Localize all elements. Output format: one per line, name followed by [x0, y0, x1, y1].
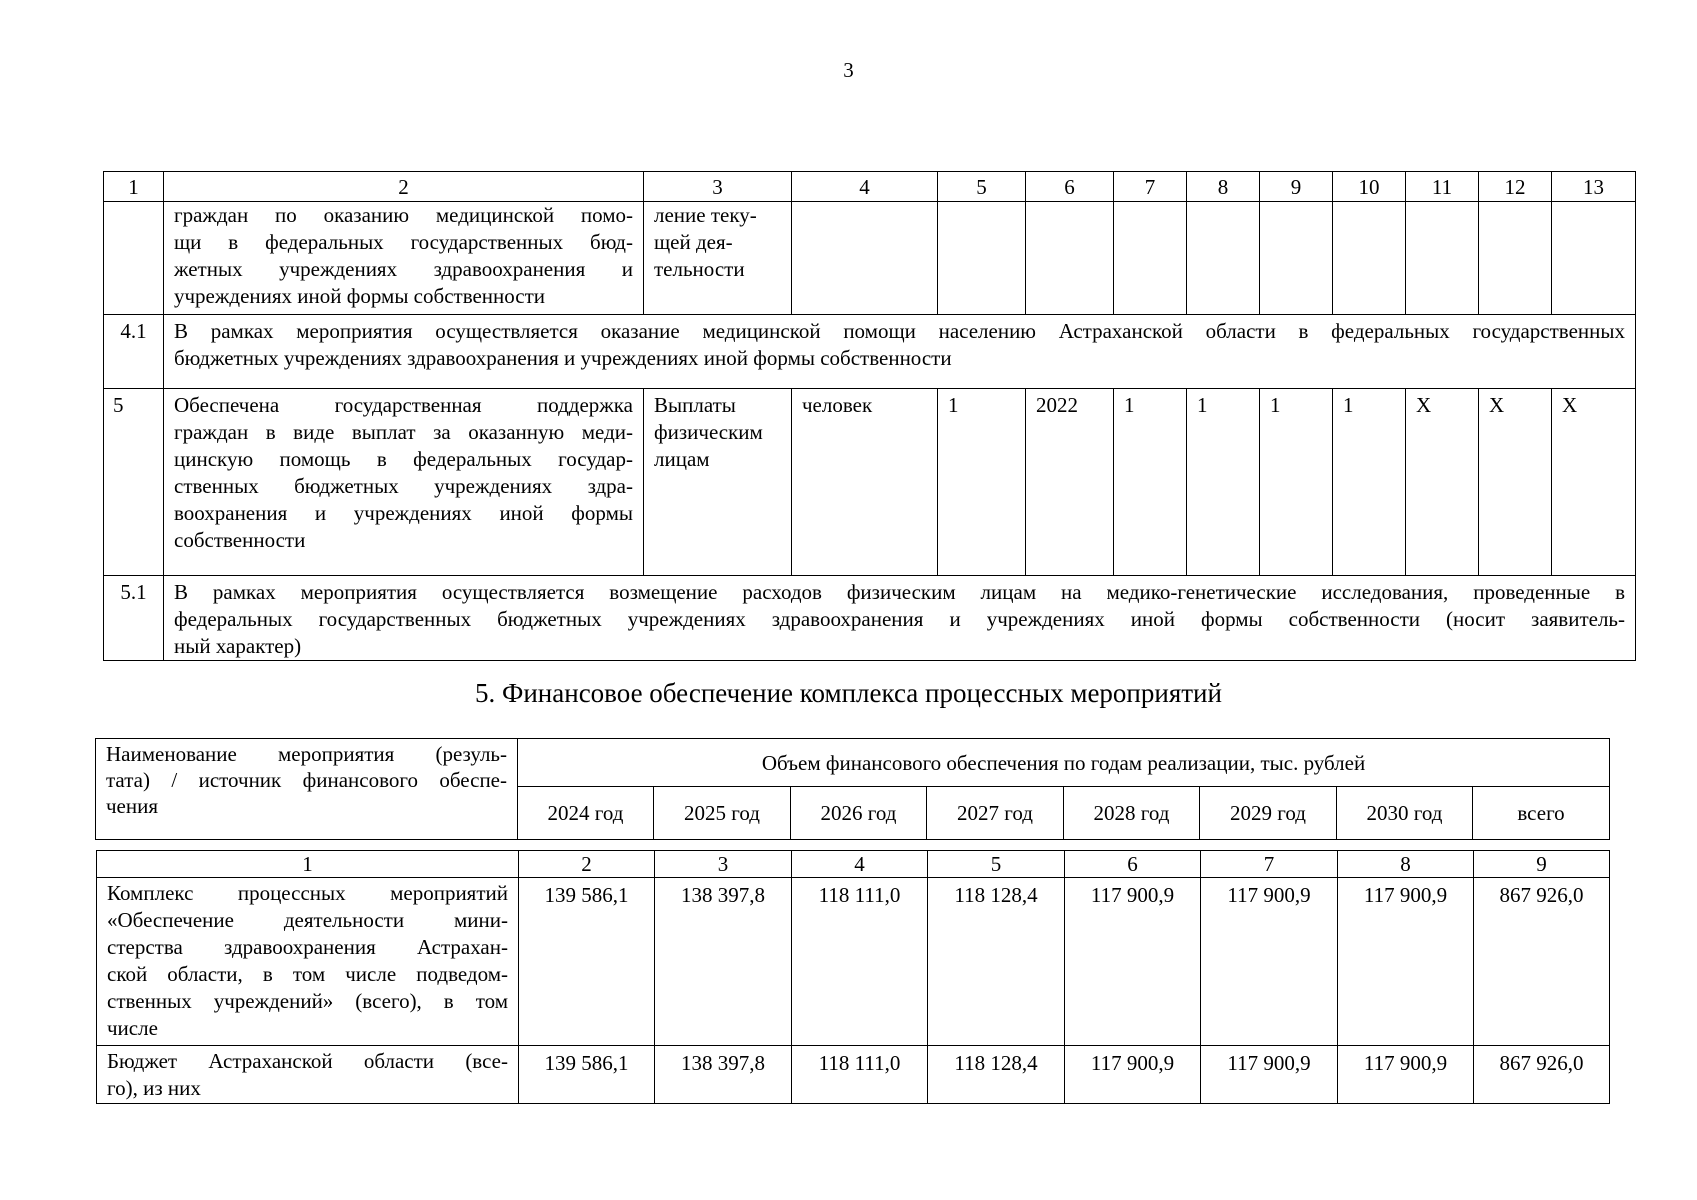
amount-cell: 118 128,4	[928, 1046, 1065, 1104]
text-line: Комплекс процессных мероприятий	[107, 881, 508, 905]
amount-cell: 118 111,0	[792, 878, 928, 1046]
text-line: граждан по оказанию медицинской помо-	[174, 203, 633, 227]
text-line: граждан в виде выплат за оказанную меди-	[174, 420, 633, 444]
description-cell	[164, 315, 1636, 389]
col-number-5: 5	[928, 851, 1065, 878]
text-line: Бюджет Астраханской области (все-	[107, 1049, 508, 1073]
amount-cell: 139 586,1	[519, 878, 655, 1046]
year-header: 2027 год	[927, 787, 1064, 840]
empty-cell	[1026, 202, 1114, 315]
col-number-5: 5	[938, 172, 1026, 202]
year-header: 2026 год	[791, 787, 927, 840]
value-cell-12: X	[1479, 389, 1552, 576]
value-cell-8: 1	[1187, 389, 1260, 576]
empty-cell	[938, 202, 1026, 315]
row-5-1	[104, 576, 1636, 661]
amount-cell: 138 397,8	[655, 878, 792, 1046]
text-line: Наименование мероприятия (резуль-	[106, 742, 507, 766]
value-cell-7: 1	[1114, 389, 1187, 576]
text-line: ственных бюджетных учреждениях здра-	[174, 474, 633, 498]
col-number-2: 2	[164, 172, 644, 202]
amount-cell: 117 900,9	[1065, 878, 1201, 1046]
year-header: 2030 год	[1337, 787, 1473, 840]
amount-cell: 117 900,9	[1201, 878, 1338, 1046]
text-line: щей дея-	[654, 230, 733, 254]
amount-cell: 139 586,1	[519, 1046, 655, 1104]
text-line: Обеспечена государственная поддержка	[174, 393, 633, 417]
volume-header: Объем финансового обеспечения по годам реализации, тыс. рублей	[518, 739, 1610, 787]
total-amount-cell: 867 926,0	[1474, 1046, 1610, 1104]
value-cell-13: X	[1552, 389, 1636, 576]
result-name-cell	[164, 389, 644, 576]
description-cell	[164, 576, 1636, 661]
header-row-1	[96, 739, 1610, 787]
page-number: 3	[843, 58, 854, 82]
text-line: федеральных государственных бюджетных учреждениях здравоохранения и учреждениях иной формы собственности (носит заявитель-	[174, 607, 1625, 631]
result-type-cell	[644, 389, 792, 576]
amount-cell: 117 900,9	[1338, 878, 1474, 1046]
value-cell-9: 1	[1260, 389, 1333, 576]
text-line: воохранения и учреждениях иной формы	[174, 501, 633, 525]
col-number-6: 6	[1026, 172, 1114, 202]
text-line: стерства здравоохранения Астрахан-	[107, 935, 508, 959]
row-number-cell: 5	[104, 389, 164, 576]
col-number-4: 4	[792, 851, 928, 878]
col-number-3: 3	[644, 172, 792, 202]
measure-name-header	[96, 739, 518, 840]
col-number-1: 1	[104, 172, 164, 202]
row-number-cell	[104, 202, 164, 315]
text-line: бюджетных учреждениях здравоохранения и учреждениях иной формы собственности	[174, 346, 952, 370]
col-number-7: 7	[1201, 851, 1338, 878]
col-number-10: 10	[1333, 172, 1406, 202]
measure-name-cell	[97, 1046, 519, 1104]
amount-cell: 117 900,9	[1338, 1046, 1474, 1104]
text-line: тельности	[654, 257, 745, 281]
text-line: В рамках мероприятия осуществляется оказание медицинской помощи населению Астраханской области в федеральных государственных	[174, 319, 1625, 343]
table-row	[97, 878, 1610, 1046]
measure-name-cell	[97, 878, 519, 1046]
total-header: всего	[1473, 787, 1610, 840]
year-header: 2028 год	[1064, 787, 1200, 840]
base-value-cell: 1	[938, 389, 1026, 576]
empty-cell	[1260, 202, 1333, 315]
year-header: 2025 год	[654, 787, 791, 840]
column-number-row	[104, 172, 1636, 202]
col-number-9: 9	[1474, 851, 1610, 878]
text-line: чения	[106, 794, 159, 818]
text-line: ственных учреждений» (всего), в том	[107, 989, 508, 1013]
text-line: числе	[107, 1016, 158, 1040]
text-line: ление теку-	[654, 203, 757, 227]
section-title: 5. Финансовое обеспечение комплекса процессных мероприятий	[475, 678, 1222, 708]
text-line: ный характер)	[174, 634, 302, 658]
unit-cell: человек	[792, 389, 938, 576]
col-number-7: 7	[1114, 172, 1187, 202]
empty-cell	[1406, 202, 1479, 315]
empty-cell	[1114, 202, 1187, 315]
text-line: В рамках мероприятия осуществляется возмещение расходов физическим лицам на медико-генетические исследования, проведенные в	[174, 580, 1625, 604]
text-line: лицам	[654, 447, 710, 471]
row-number-cell: 5.1	[104, 576, 164, 661]
amount-cell: 117 900,9	[1065, 1046, 1201, 1104]
row-5	[104, 389, 1636, 576]
amount-cell: 117 900,9	[1201, 1046, 1338, 1104]
row-4-1	[104, 315, 1636, 389]
text-line: щи в федеральных государственных бюд-	[174, 230, 633, 254]
financing-header-table	[95, 738, 1610, 840]
total-amount-cell: 867 926,0	[1474, 878, 1610, 1046]
financing-data-table	[96, 850, 1610, 1104]
col-number-3: 3	[655, 851, 792, 878]
col-number-11: 11	[1406, 172, 1479, 202]
col-number-13: 13	[1552, 172, 1636, 202]
result-name-cell	[164, 202, 644, 315]
value-cell-11: X	[1406, 389, 1479, 576]
amount-cell: 138 397,8	[655, 1046, 792, 1104]
year-header: 2024 год	[518, 787, 654, 840]
text-line: собственности	[174, 528, 306, 552]
empty-cell	[1479, 202, 1552, 315]
col-number-2: 2	[519, 851, 655, 878]
col-number-8: 8	[1338, 851, 1474, 878]
empty-cell	[1187, 202, 1260, 315]
row-number-cell: 4.1	[104, 315, 164, 389]
continuation-row	[104, 202, 1636, 315]
empty-cell	[1552, 202, 1636, 315]
text-line: тата) / источник финансового обеспе-	[106, 768, 507, 792]
text-line: физическим	[654, 420, 763, 444]
text-line: «Обеспечение деятельности мини-	[107, 908, 508, 932]
col-number-4: 4	[792, 172, 938, 202]
text-line: Выплаты	[654, 393, 736, 417]
year-header: 2029 год	[1200, 787, 1337, 840]
amount-cell: 118 128,4	[928, 878, 1065, 1046]
col-number-12: 12	[1479, 172, 1552, 202]
col-number-9: 9	[1260, 172, 1333, 202]
table-row	[97, 1046, 1610, 1104]
amount-cell: 118 111,0	[792, 1046, 928, 1104]
text-line: цинскую помощь в федеральных государ-	[174, 447, 633, 471]
text-line: го), из них	[107, 1076, 201, 1100]
empty-cell	[1333, 202, 1406, 315]
base-year-cell: 2022	[1026, 389, 1114, 576]
column-number-row	[97, 851, 1610, 878]
value-cell-10: 1	[1333, 389, 1406, 576]
results-table	[103, 171, 1636, 661]
col-number-6: 6	[1065, 851, 1201, 878]
text-line: ской области, в том числе подведом-	[107, 962, 508, 986]
text-line: учреждениях иной формы собственности	[174, 284, 546, 308]
text-line: жетных учреждениях здравоохранения и	[174, 257, 633, 281]
result-type-cell	[644, 202, 792, 315]
empty-cell	[792, 202, 938, 315]
col-number-8: 8	[1187, 172, 1260, 202]
col-number-1: 1	[97, 851, 519, 878]
